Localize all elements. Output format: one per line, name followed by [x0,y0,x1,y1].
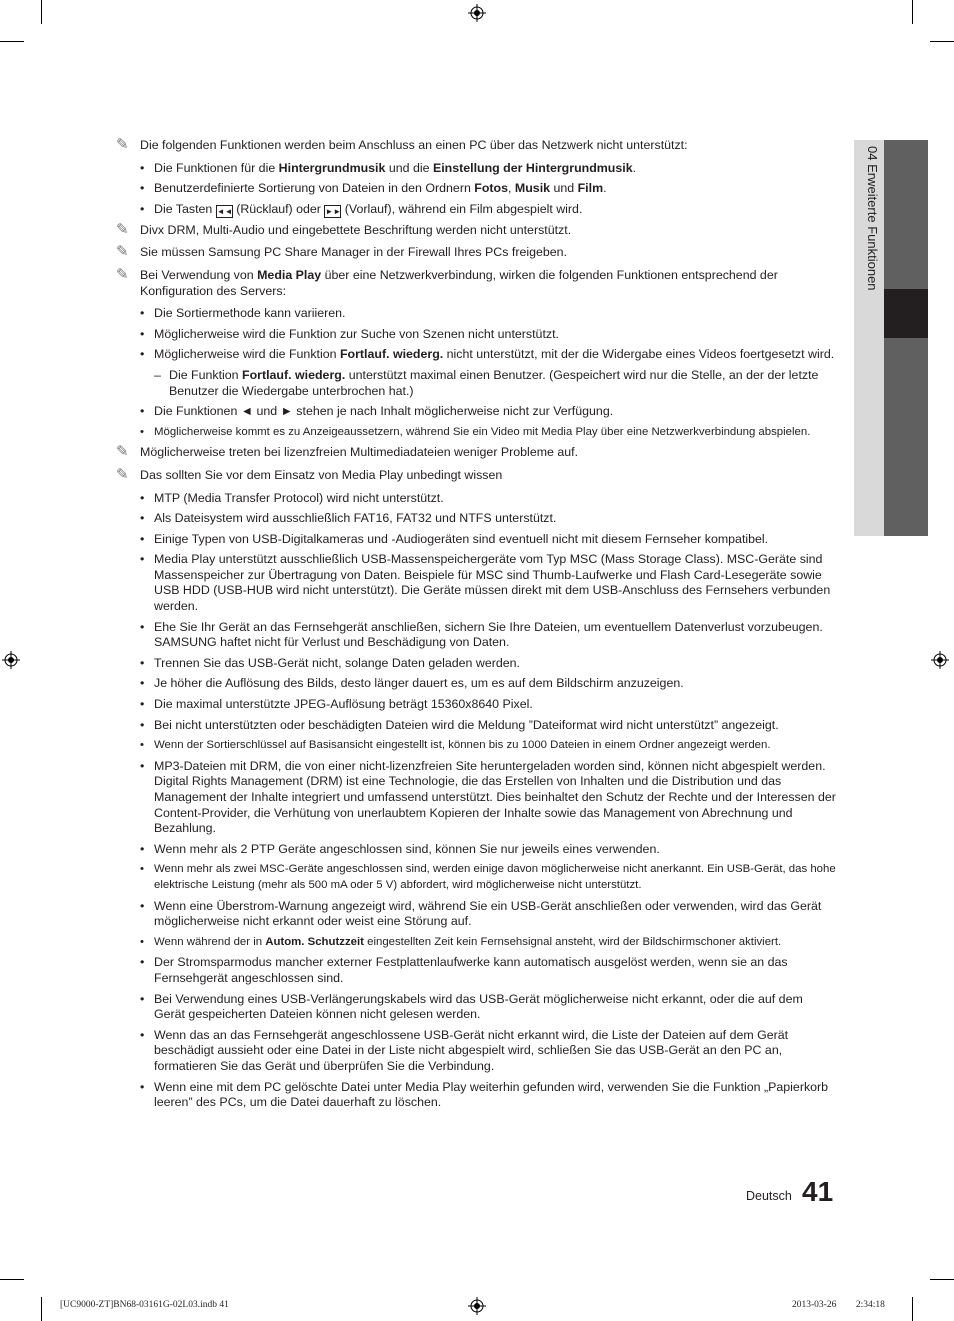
bullet-item [116,532,836,548]
bullet-marker: • [140,347,145,362]
text-run: Wenn während der in [154,935,266,948]
note-paragraph [116,265,836,299]
bold-term: Musik [514,181,551,196]
bullet-item [116,202,836,218]
registration-mark-icon [468,4,486,22]
bullet-item [116,306,836,322]
bold-term: Autom. Schutzzeit [265,935,364,948]
text-run: und [550,181,578,196]
bullet-marker: • [140,552,145,567]
bullet-marker: • [140,160,145,175]
print-slug-date: 2013-03-26 ￿￿ 2:34:18 [792,1300,885,1310]
bullet-marker: • [140,935,144,948]
text-run: Bei Verwendung von [140,267,258,282]
note-paragraph [116,245,836,261]
bold-term: Einstellung der Hintergrundmusik [432,160,633,175]
text-run: Das sollten Sie vor dem Einsatz von Media Play unbedingt wissen [140,467,503,482]
text-run: Die Tasten [154,201,216,216]
text-run: Die Funktionen ◄ und ► stehen je nach Inhalt möglicherweise nicht zur Verfügung. [154,404,614,419]
print-slug-file: [UC9000-ZT]BN68-03161G-02L03.indb 41 [60,1300,229,1310]
crop-mark [0,1279,24,1280]
text-run: , [508,181,515,196]
bullet-marker: • [140,863,144,876]
text-run: Der Stromsparmodus mancher externer Festplattenlaufwerke kann automatisch ausgelöst werden, wenn sie an das Fernsehgerät angeschlossen sind. [154,955,788,985]
text-run: (Rücklauf) oder [232,201,325,216]
bullet-item [116,738,836,754]
fast-forward-key-icon: ►► [325,206,342,216]
text-run: Bei nicht unterstützten oder beschädigten Dateien wird die Meldung ”Dateiformat wird nicht unterstützt” angezeigt. [154,717,779,732]
side-tab-strip [884,140,928,536]
pencil-note-icon: ✎ [116,136,129,153]
dash-item [116,368,836,399]
bullet-item [116,425,836,441]
text-run: Einige Typen von USB-Digitalkameras und -Audiogeräten sind eventuell nicht mit diesem Fernseher kompatibel. [154,531,769,546]
text-run: eingestellten Zeit kein Fernsehsignal ansteht, wird der Bildschirmschoner aktiviert. [363,935,782,948]
bullet-item [116,899,836,930]
bullet-marker: • [140,619,145,634]
text-run: Möglicherweise treten bei lizenzfreien Multimediadateien weniger Probleme auf. [140,445,579,460]
bullet-item [116,697,836,713]
text-run: über eine Netzwerkverbindung, wirken die folgenden Funktionen entsprechend der Konfiguration des Servers: [140,267,778,298]
bullet-marker: • [140,991,145,1006]
page-number: 41 [802,1176,834,1207]
registration-mark-icon [931,651,949,669]
bullet-marker: • [140,306,145,321]
pencil-note-icon: ✎ [116,220,129,238]
bullet-item [116,935,836,951]
text-run: . [603,181,607,196]
text-run: Die folgenden Funktionen werden beim Anschluss an einen PC über das Netzwerk nicht unterstützt: [140,138,688,152]
text-run: Als Dateisystem wird ausschließlich FAT16, FAT32 und NTFS unterstützt. [154,511,557,526]
bullet-item [116,511,836,527]
text-run: Divx DRM, Multi-Audio und eingebettete Beschriftung werden nicht unterstützt. [140,222,572,237]
bullet-marker: • [140,404,145,419]
text-run: Wenn mehr als zwei MSC-Geräte angeschlossen sind, werden einige davon möglicherweise nicht anerkannt. Ein USB-Gerät, das hohe elektrische Leistung (mehr als 500 mA oder 5 V) abfordert, wird möglicherweise nicht unterstützt. [154,863,836,891]
bold-term: Fortlauf. wiederg. [339,347,444,362]
text-run: (Vorlauf), während ein Film abgespielt wird. [341,201,583,216]
pencil-note-icon: ✎ [116,243,129,261]
side-tab-label: 04 Erweiterte Funktionen [865,146,880,291]
text-run: . [632,160,637,175]
bullet-marker: • [140,898,145,913]
bullet-marker: • [140,655,145,670]
bullet-marker: • [140,717,145,732]
bullet-item [116,620,836,651]
text-run: und die [385,160,433,175]
bullet-item [116,759,836,837]
bullet-item [116,1028,836,1075]
bullet-marker: • [140,326,145,341]
text-run: MP3-Dateien mit DRM, die von einer nicht-lizenzfreien Site heruntergeladen worden sind, können nicht abgespielt werden. Digital Rights Management (DRM) ist eine Technologie, die das Erstellen von Inhalten und die Distribution und das Management der Inhalte integriert und umfassend unterstützt. Dies beinhaltet den Schutz der Rechte und der Interessen der Content-Provider, die Verhütung von unerlaubtem Kopieren der Inhalte sowie das Management von Abrechnung und Bezahlung. [154,758,836,836]
note-paragraph [116,220,836,239]
bullet-item [116,992,836,1023]
bullet-marker: • [140,490,145,505]
bullet-item [116,862,836,893]
bullet-item [116,656,836,672]
text-run: Media Play unterstützt ausschließlich USB-Massenspeichergeräte vom Typ MSC (Mass Storage Class). MSC-Geräte sind Massenspeicher zur Übertragung von Daten. Beispiele für MSC sind Thumb-Laufwerke und Flash Card-Lesegeräte sowie USB HDD (USB-HUB wird nicht unterstützt). Die Geräte müssen direkt mit dem USB-Anschluss des Fernsehers verbunden werden. [154,552,831,614]
text-run: Wenn eine mit dem PC gelöschte Datei unter Media Play weiterhin gefunden wird, verwenden Sie die Funktion „Papierkorb leeren” des PCs, um die Datei dauerhaft zu löschen. [154,1079,829,1110]
note-paragraph [116,465,836,484]
bullet-item [116,718,836,734]
text-run: Die Sortiermethode kann variieren. [154,306,346,321]
pencil-note-icon: ✎ [116,465,129,483]
bullet-marker: • [140,511,145,526]
text-run: Möglicherweise wird die Funktion zur Suche von Szenen nicht unterstützt. [154,326,559,341]
bullet-item [116,842,836,858]
bullet-item [116,404,836,420]
note-paragraph [116,138,836,154]
text-run: Die Funktion [169,367,243,382]
bullet-marker: • [140,181,145,196]
bullet-marker: • [140,425,144,438]
registration-mark-icon [2,651,20,669]
bullet-item [116,1080,836,1111]
bullet-marker: • [140,676,145,691]
text-run: Wenn der Sortierschlüssel auf Basisansicht eingestellt ist, können bis zu 1000 Dateien in einem Ordner angezeigt werden. [154,739,771,752]
bullet-marker: • [140,1027,145,1042]
bold-term: Fotos [474,181,509,196]
footer-language: Deutsch [746,1189,792,1203]
crop-mark [912,1297,913,1321]
bold-term: Fortlauf. wiederg. [242,367,346,382]
crop-mark [41,1297,42,1321]
note-paragraph [116,445,836,461]
bullet-item [116,161,836,177]
text-run: nicht unterstützt, mit der die Widergabe eines Videos foertgesetzt wird. [443,347,835,362]
text-run: Ehe Sie Ihr Gerät an das Fernsehgerät anschließen, sichern Sie Ihre Dateien, um eventuellem Datenverlust vorzubeugen. SAMSUNG haftet nicht für Verlust und Beschädigung von Daten. [154,619,823,650]
bullet-item [116,955,836,986]
bullet-marker: • [140,955,145,970]
side-tab-active-marker [884,289,928,338]
bullet-marker: • [140,697,145,712]
text-run: Wenn das an das Fernsehgerät angeschlossene USB-Gerät nicht erkannt wird, die Liste der Dateien auf dem Gerät beschädigt aussieht oder eine Datei in der Liste nicht abgespielt wird, schließen Sie das USB-Gerät an den PC an, formatieren Sie das Gerät und überprüfen Sie die Verbindung. [154,1027,789,1073]
crop-mark [930,1279,954,1280]
bold-term: Hintergrundmusik [278,160,386,175]
text-run: Wenn mehr als 2 PTP Geräte angeschlossen sind, können Sie nur jeweils eines verwenden. [154,841,660,856]
bullet-marker: • [140,758,145,773]
bullet-marker: • [140,201,145,216]
text-run: Möglicherweise kommt es zu Anzeigeaussetzern, während Sie ein Video mit Media Play über eine Netzwerkverbindung abspielen. [154,425,811,438]
crop-mark [930,41,954,42]
crop-mark [41,0,42,24]
text-run: MTP (Media Transfer Protocol) wird nicht unterstützt. [154,490,444,505]
bullet-item [116,676,836,692]
dash-marker: – [154,367,161,382]
text-run: Benutzerdefinierte Sortierung von Dateien in den Ordnern [154,181,475,196]
bullet-marker: • [140,841,145,856]
bullet-item [116,552,836,614]
bold-term: Media Play [257,267,322,282]
text-run: Je höher die Auflösung des Bilds, desto länger dauert es, um es auf dem Bildschirm anzuzeigen. [154,676,684,691]
text-run: Die maximal unterstützte JPEG-Auflösung beträgt 15360x8640 Pixel. [154,697,533,712]
pencil-note-icon: ✎ [116,265,129,283]
text-run: Sie müssen Samsung PC Share Manager in der Firewall Ihres PCs freigeben. [140,245,567,260]
bullet-marker: • [140,739,144,752]
text-run: Wenn eine Überstrom-Warnung angezeigt wird, während Sie ein USB-Gerät anschließen oder verwenden, wird das Gerät möglicherweise nicht erkannt oder weist eine Störung auf. [154,898,822,929]
page-content [116,138,836,1116]
rewind-key-icon: ◄◄ [216,206,233,216]
text-run: unterstützt maximal einen Benutzer. (Gespeichert wird nur die Stelle, an der der letzte Benutzer die Wiedergabe unterbrochen hat.) [169,367,819,398]
bullet-marker: • [140,531,145,546]
bullet-marker: • [140,1079,145,1094]
bold-term: Film [577,181,604,196]
bullet-item [116,491,836,507]
text-run: Trennen Sie das USB-Gerät nicht, solange Daten geladen werden. [154,655,520,670]
registration-mark-icon [468,1297,486,1315]
text-run: Möglicherweise wird die Funktion [154,347,340,362]
crop-mark [912,0,913,24]
text-run: Bei Verwendung eines USB-Verlängerungskabels wird das USB-Gerät möglicherweise nicht erkannt, oder die auf dem Gerät gespeicherten Dateien können nicht gelesen werden. [154,991,803,1022]
text-run: Die Funktionen für die [154,160,279,175]
bullet-item [116,181,836,197]
pencil-note-icon: ✎ [116,443,129,461]
bullet-item [116,347,836,363]
crop-mark [0,41,24,42]
bullet-item [116,327,836,343]
